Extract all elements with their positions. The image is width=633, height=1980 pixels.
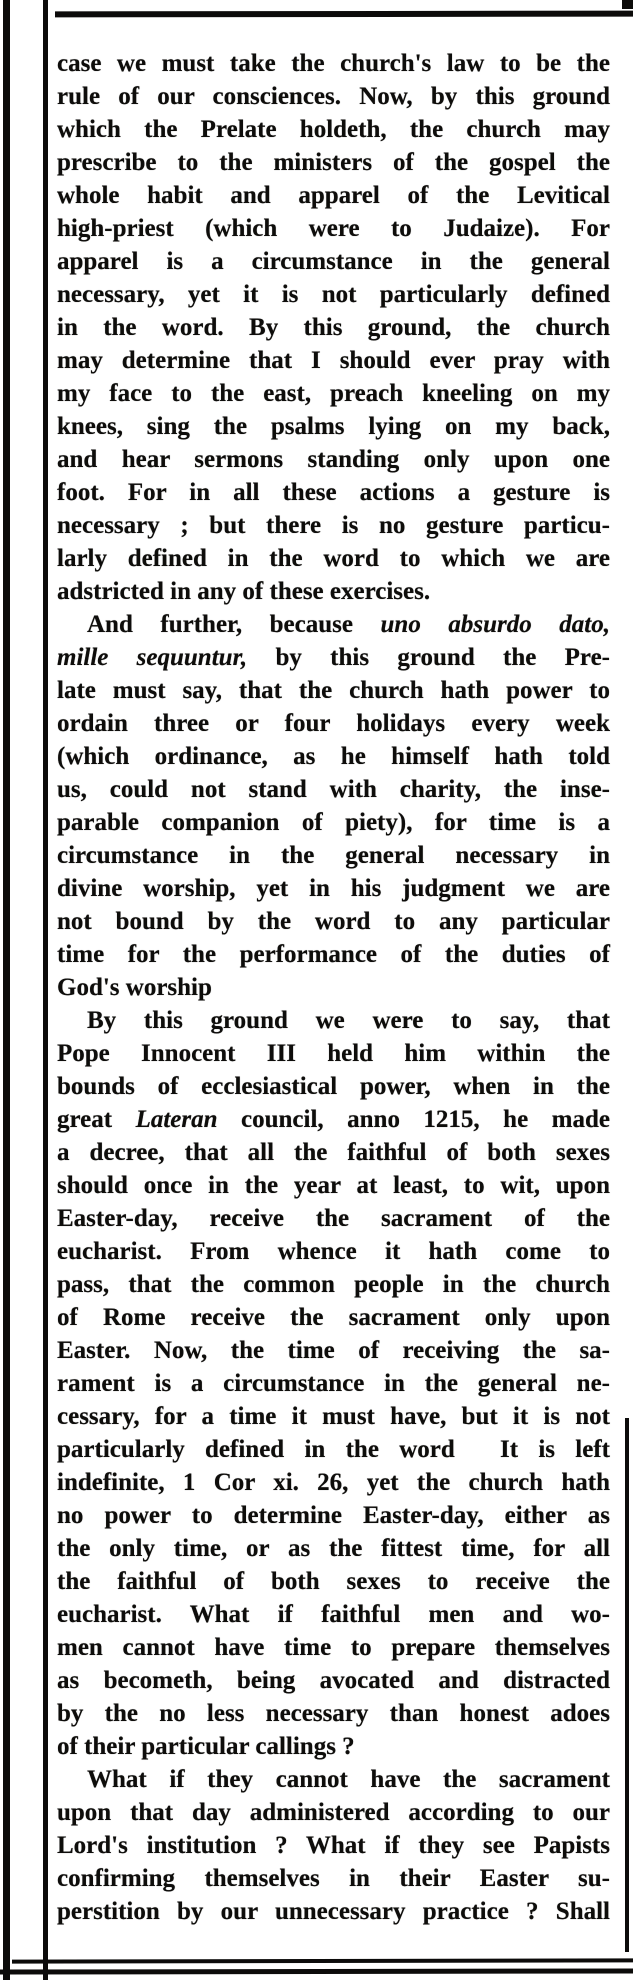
text-run: a decree, that all the faithful of both sexes	[57, 1139, 610, 1166]
italic-text-run: Lateran	[135, 1106, 218, 1133]
text-run: whole habit and apparel of the Levitical	[57, 182, 610, 209]
text-line	[57, 806, 610, 839]
left-inner-rule	[43, 0, 48, 1980]
text-line	[57, 80, 610, 113]
text-run: Easter-day, receive the sacrament of the	[57, 1205, 610, 1232]
text-run: should once in the year at least, to wit, upon	[57, 1172, 610, 1199]
text-line	[57, 1631, 610, 1664]
text-run: late must say, that the church hath power to	[57, 677, 610, 704]
bottom-rule-upper	[12, 1958, 633, 1963]
text-run: men cannot have time to prepare themselves	[57, 1634, 610, 1661]
text-line	[57, 1433, 610, 1466]
bottom-rule-lower	[0, 1968, 633, 1974]
text-line	[57, 344, 610, 377]
paragraph	[57, 1004, 610, 1763]
text-run: prescribe to the ministers of the gospel the	[57, 149, 610, 176]
italic-text-run: mille sequuntur,	[57, 644, 248, 671]
text-run: indefinite, 1 Cor xi. 26, yet the church hath	[57, 1469, 610, 1496]
text-run: ordain three or four holidays every week	[57, 710, 610, 737]
text-run: Lord's institution ? What if they see Papists	[57, 1832, 610, 1859]
text-line	[57, 1565, 610, 1598]
text-run: rule of our consciences. Now, by this ground	[57, 83, 610, 110]
text-run: by the no less necessary than honest adoes	[57, 1700, 610, 1727]
text-line	[57, 113, 610, 146]
text-run: as becometh, being avocated and distracted	[57, 1667, 610, 1694]
text-line	[57, 707, 610, 740]
text-run: perstition by our unnecessary practice ? Shall	[57, 1898, 610, 1925]
text-run: knees, sing the psalms lying on my back,	[57, 413, 610, 440]
text-line	[57, 1334, 610, 1367]
paragraph	[57, 608, 610, 1004]
text-line	[57, 905, 610, 938]
text-run: high-priest (which were to Judaize). For	[57, 215, 610, 242]
text-line	[57, 47, 610, 80]
text-line	[57, 377, 610, 410]
text-line	[57, 740, 610, 773]
text-line	[57, 1037, 610, 1070]
text-line	[57, 1268, 610, 1301]
text-run: council, anno 1215, he made	[217, 1106, 610, 1133]
text-line	[57, 245, 610, 278]
text-run: By this ground we were to say, that	[87, 1007, 610, 1034]
text-line	[57, 1796, 610, 1829]
text-run: necessary ; but there is no gesture particu-	[57, 512, 610, 539]
text-run: time for the performance of the duties of	[57, 941, 610, 968]
text-line	[57, 1532, 610, 1565]
text-run: adstricted in any of these exercises.	[57, 578, 431, 605]
text-run: Easter. Now, the time of receiving the sa-	[57, 1337, 610, 1364]
top-right-corner-mark	[622, 0, 633, 9]
text-line	[57, 410, 610, 443]
text-line	[57, 1202, 610, 1235]
paragraph	[57, 47, 610, 608]
text-run: parable companion of piety), for time is a	[57, 809, 610, 836]
text-line	[57, 1730, 610, 1763]
text-line	[57, 608, 610, 641]
text-run: the only time, or as the fittest time, for all	[57, 1535, 610, 1562]
text-line	[57, 1367, 610, 1400]
text-line	[57, 542, 610, 575]
paragraph	[57, 1763, 610, 1928]
text-line	[57, 443, 610, 476]
text-run: And further, because	[87, 611, 381, 638]
text-line	[57, 1400, 610, 1433]
text-line	[57, 674, 610, 707]
text-run: upon that day administered according to our	[57, 1799, 610, 1826]
text-run: great	[57, 1106, 136, 1133]
text-run: larly defined in the word to which we are	[57, 545, 610, 572]
text-run: pass, that the common people in the church	[57, 1271, 610, 1298]
text-run: and hear sermons standing only upon one	[57, 446, 610, 473]
text-line	[57, 1664, 610, 1697]
italic-text-run: uno absurdo dato,	[380, 611, 610, 638]
text-line	[57, 1895, 610, 1928]
text-run: my face to the east, preach kneeling on my	[57, 380, 610, 407]
text-line	[57, 146, 610, 179]
text-line	[57, 839, 610, 872]
top-rule	[55, 11, 633, 18]
text-run: in the word. By this ground, the church	[57, 314, 610, 341]
text-line	[57, 1499, 610, 1532]
text-line	[57, 1103, 610, 1136]
text-run: God's worship	[57, 974, 212, 1001]
text-run: confirming themselves in their Easter su-	[57, 1865, 610, 1892]
text-line	[57, 278, 610, 311]
text-run: apparel is a circumstance in the general	[57, 248, 610, 275]
text-run: us, could not stand with charity, the inse-	[57, 776, 610, 803]
text-line	[57, 773, 610, 806]
text-run: no power to determine Easter-day, either as	[57, 1502, 610, 1529]
text-run: divine worship, yet in his judgment we are	[57, 875, 610, 902]
text-run: eucharist. What if faithful men and wo-	[57, 1601, 610, 1628]
text-run: may determine that I should ever pray with	[57, 347, 610, 374]
text-line	[57, 509, 610, 542]
text-run: foot. For in all these actions a gesture is	[57, 479, 610, 506]
text-line	[57, 1862, 610, 1895]
text-run: necessary, yet it is not particularly defined	[57, 281, 610, 308]
text-line	[57, 1301, 610, 1334]
text-run: eucharist. From whence it hath come to	[57, 1238, 610, 1265]
text-line	[57, 476, 610, 509]
text-run: by this ground the Pre-	[247, 644, 610, 671]
text-line	[57, 1697, 610, 1730]
text-run: What if they cannot have the sacrament	[87, 1766, 610, 1793]
text-run: of Rome receive the sacrament only upon	[57, 1304, 610, 1331]
text-line	[57, 971, 610, 1004]
text-run: case we must take the church's law to be the	[57, 50, 610, 77]
text-line	[57, 1004, 610, 1037]
text-run: which the Prelate holdeth, the church may	[57, 116, 610, 143]
text-line	[57, 1829, 610, 1862]
left-outer-rule	[3, 0, 10, 1980]
text-line	[57, 1466, 610, 1499]
text-line	[57, 179, 610, 212]
text-line	[57, 938, 610, 971]
text-run: of their particular callings ?	[57, 1733, 355, 1760]
text-line	[57, 872, 610, 905]
text-run: Pope Innocent III held him within the	[57, 1040, 610, 1067]
text-line	[57, 212, 610, 245]
right-margin-rule	[625, 1418, 629, 1952]
text-line	[57, 1169, 610, 1202]
text-line	[57, 575, 610, 608]
text-column	[57, 47, 610, 1928]
text-line	[57, 311, 610, 344]
text-line	[57, 641, 610, 674]
text-line	[57, 1763, 610, 1796]
text-run: (which ordinance, as he himself hath told	[57, 743, 610, 770]
text-run: rament is a circumstance in the general ne-	[57, 1370, 610, 1397]
text-line	[57, 1070, 610, 1103]
text-run: not bound by the word to any particular	[57, 908, 610, 935]
text-run: cessary, for a time it must have, but it is not	[57, 1403, 610, 1430]
text-run: the faithful of both sexes to receive the	[57, 1568, 610, 1595]
text-line	[57, 1598, 610, 1631]
text-line	[57, 1235, 610, 1268]
text-run: circumstance in the general necessary in	[57, 842, 610, 869]
text-run: particularly defined in the word It is left	[57, 1436, 610, 1463]
text-run: bounds of ecclesiastical power, when in the	[57, 1073, 610, 1100]
text-line	[57, 1136, 610, 1169]
